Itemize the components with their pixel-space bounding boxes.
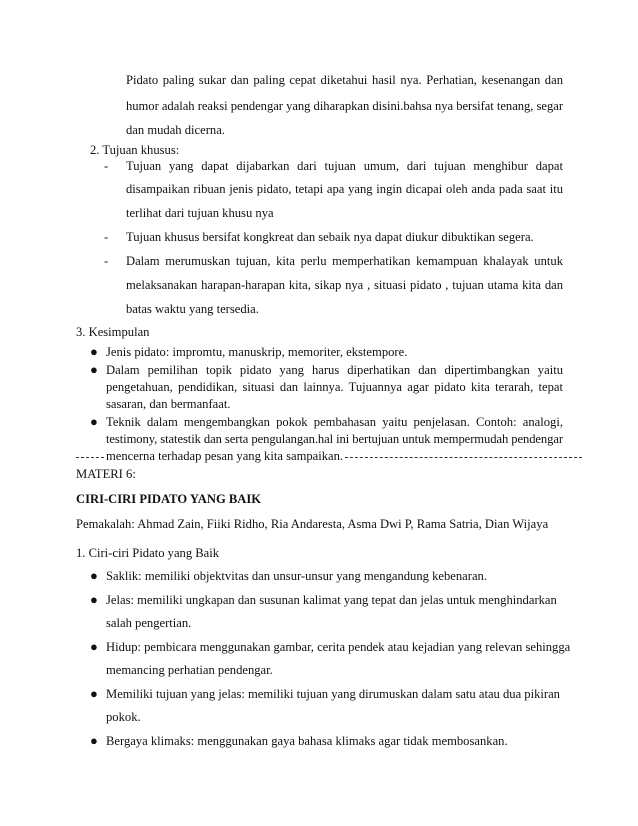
materi-title: CIRI-CIRI PIDATO YANG BAIK bbox=[76, 492, 262, 506]
section-heading-ciri-ciri: 1. Ciri-ciri Pidato yang Baik bbox=[76, 546, 220, 560]
bullet-icon: ● bbox=[90, 733, 98, 748]
list-item-line: batas waktu yang tersedia. bbox=[126, 302, 259, 316]
bullet-icon: ● bbox=[90, 344, 98, 359]
list-item-line: Tujuan yang dapat dijabarkan dari tujuan umum, dari tujuan menghibur dapat bbox=[126, 159, 563, 173]
bullet-item-line: Bergaya klimaks: menggunakan gaya bahasa klimaks agar tidak membosankan. bbox=[106, 734, 508, 748]
bullet-item-line: memancing perhatian pendengar. bbox=[106, 663, 273, 677]
bullet-item-line: sasaran, dan bermanfaat. bbox=[106, 397, 231, 411]
intro-line: Pidato paling sukar dan paling cepat diketahui hasil nya. Perhatian, kesenangan dan bbox=[126, 73, 563, 87]
bullet-item-line: Hidup: pembicara menggunakan gambar, cerita pendek atau kejadian yang relevan sehingga bbox=[106, 640, 571, 654]
bullet-icon: ● bbox=[90, 592, 98, 607]
list-item-line: Tujuan khusus bersifat kongkreat dan sebaik nya dapat diukur dibuktikan segera. bbox=[126, 230, 534, 244]
bullet-item-line: testimony, statestik dan serta pengulangan.hal ini bertujuan untuk mempermudah pendengar bbox=[106, 432, 563, 446]
bullet-item-line: Jenis pidato: impromtu, manuskrip, memoriter, ekstempore. bbox=[106, 345, 408, 359]
intro-line: humor adalah reaksi pendengar yang diharapkan disini.bahsa nya bersifat tenang, segar bbox=[126, 99, 563, 113]
bullet-icon: ● bbox=[90, 639, 98, 654]
bullet-icon: ● bbox=[90, 686, 98, 701]
intro-line: dan mudah dicerna. bbox=[126, 123, 225, 137]
bullet-item-line: Memiliki tujuan yang jelas: memiliki tujuan yang dirumuskan dalam satu atau dua pikiran bbox=[106, 687, 560, 701]
list-item-line: terlihat dari tujuan khusu nya bbox=[126, 206, 274, 220]
section-heading-tujuan-khusus: 2. Tujuan khusus: bbox=[90, 143, 180, 157]
bullet-item-line: Saklik: memiliki objektvitas dan unsur-unsur yang mengandung kebenaran. bbox=[106, 569, 487, 583]
section-heading-kesimpulan: 3. Kesimpulan bbox=[76, 325, 150, 339]
list-item-line: disampaikan ribuan jenis pidato, tetapi apa yang ingin dicapai oleh anda pada saat itu bbox=[126, 182, 563, 196]
bullet-item-line: Teknik dalam mengembangkan pokok pembahasan yaitu penjelasan. Contoh: analogi, bbox=[106, 415, 563, 429]
dash-marker: - bbox=[104, 159, 109, 173]
list-item-line: melaksanakan harapan-harapan kita, sikap nya , situasi pidato , tujuan utama kita dan bbox=[126, 278, 563, 292]
bullet-item-line: Dalam pemilihan topik pidato yang harus diperhatikan dan dipertimbangkan yaitu bbox=[106, 363, 563, 377]
materi-label: MATERI 6: bbox=[76, 467, 136, 481]
dash-marker: - bbox=[104, 254, 109, 268]
bullet-item-line: pengetahuan, pendidikan, situasi dan lainnya. Tujuannya agar pidato kita terarah, tepat bbox=[106, 380, 563, 394]
bullet-item-line: pokok. bbox=[106, 710, 141, 724]
list-item-line: Dalam merumuskan tujuan, kita perlu memperhatikan kemampuan khalayak untuk bbox=[126, 254, 563, 268]
bullet-icon: ● bbox=[90, 568, 98, 583]
bullet-item-line: mencerna terhadap pesan yang kita sampaikan. bbox=[106, 449, 344, 463]
bullet-icon: ● bbox=[90, 362, 98, 377]
bullet-icon: ● bbox=[90, 414, 98, 429]
bullet-item-line: salah pengertian. bbox=[106, 616, 192, 630]
pemakalah-line: Pemakalah: Ahmad Zain, Fiiki Ridho, Ria Andaresta, Asma Dwi P, Rama Satria, Dian Wijaya bbox=[76, 517, 549, 531]
dash-marker: - bbox=[104, 230, 109, 244]
bullet-item-line: Jelas: memiliki ungkapan dan susunan kalimat yang tepat dan jelas untuk menghindarkan bbox=[106, 593, 557, 607]
